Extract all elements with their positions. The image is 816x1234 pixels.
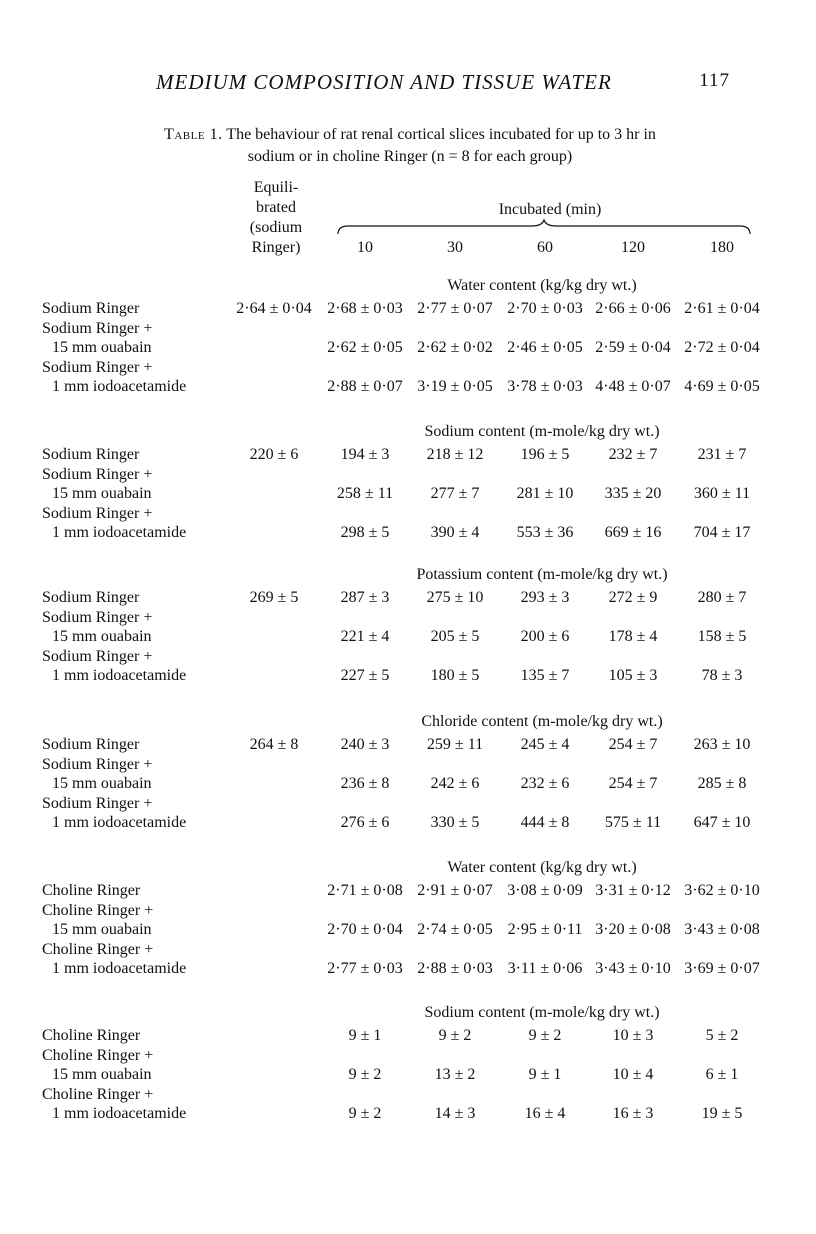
row-label: Choline Ringer + bbox=[42, 940, 154, 958]
table-cell: 2·62 ± 0·05 bbox=[327, 339, 403, 356]
row-label: Sodium Ringer + bbox=[42, 358, 153, 376]
table-cell: 669 ± 16 bbox=[604, 524, 662, 541]
table-cell: 221 ± 4 bbox=[340, 628, 390, 645]
table-cell: 4·69 ± 0·05 bbox=[684, 378, 760, 395]
row-label: Sodium Ringer + bbox=[42, 608, 153, 626]
table-cell: 553 ± 36 bbox=[516, 524, 574, 541]
table-cell: 9 ± 1 bbox=[348, 1027, 382, 1044]
table-cell: 276 ± 6 bbox=[340, 814, 390, 831]
table-label: Table 1. bbox=[164, 126, 223, 143]
row-label: 15 mm ouabain bbox=[52, 339, 152, 356]
caption-line-1: The behaviour of rat renal cortical slices incubated for up to 3 hr in bbox=[226, 126, 656, 143]
table-cell: 280 ± 7 bbox=[697, 589, 747, 606]
time-column-header: 60 bbox=[537, 239, 553, 256]
row-label: Sodium Ringer + bbox=[42, 465, 153, 483]
row-label: Sodium Ringer bbox=[42, 589, 140, 606]
table-cell: 16 ± 3 bbox=[612, 1105, 654, 1122]
table-cell: 575 ± 11 bbox=[604, 814, 662, 831]
table-cell: 236 ± 8 bbox=[340, 775, 390, 792]
table-cell: 2·77 ± 0·07 bbox=[417, 300, 493, 317]
table-cell: 3·11 ± 0·06 bbox=[507, 960, 583, 977]
table-cell: 9 ± 2 bbox=[348, 1105, 382, 1122]
table-cell: 232 ± 6 bbox=[520, 775, 570, 792]
row-label: Sodium Ringer + bbox=[42, 319, 153, 337]
equil-header-line: Ringer) bbox=[251, 239, 301, 256]
table-cell: 2·66 ± 0·06 bbox=[595, 300, 671, 317]
row-label: Choline Ringer + bbox=[42, 901, 154, 919]
table-caption bbox=[70, 124, 750, 168]
table-cell: 2·59 ± 0·04 bbox=[595, 339, 671, 356]
section-title: Potassium content (m-mole/kg dry wt.) bbox=[416, 566, 668, 583]
table-cell: 2·70 ± 0·03 bbox=[507, 300, 583, 317]
table-cell: 254 ± 7 bbox=[608, 775, 658, 792]
equil-header-line: Equili- bbox=[253, 179, 299, 196]
row-label: Sodium Ringer + bbox=[42, 794, 153, 812]
table-cell: 242 ± 6 bbox=[430, 775, 480, 792]
table-cell: 275 ± 10 bbox=[426, 589, 484, 606]
table-cell: 2·68 ± 0·03 bbox=[327, 300, 403, 317]
table-cell: 3·78 ± 0·03 bbox=[507, 378, 583, 395]
row-label: 15 mm ouabain bbox=[52, 485, 152, 502]
section-title: Chloride content (m-mole/kg dry wt.) bbox=[421, 713, 663, 730]
section-title: Water content (kg/kg dry wt.) bbox=[447, 859, 637, 876]
table-cell: 13 ± 2 bbox=[434, 1066, 476, 1083]
table-cell: 2·88 ± 0·03 bbox=[417, 960, 493, 977]
table-cell: 135 ± 7 bbox=[520, 667, 570, 684]
time-column-header: 120 bbox=[621, 239, 645, 256]
table-cell: 158 ± 5 bbox=[697, 628, 747, 645]
row-label: 15 mm ouabain bbox=[52, 628, 152, 645]
table-cell: 3·08 ± 0·09 bbox=[507, 882, 583, 899]
row-label: Sodium Ringer bbox=[42, 300, 140, 317]
table-cell: 263 ± 10 bbox=[693, 736, 751, 753]
table-cell: 9 ± 2 bbox=[348, 1066, 382, 1083]
table-cell: 2·62 ± 0·02 bbox=[417, 339, 493, 356]
table-cell: 259 ± 11 bbox=[426, 736, 484, 753]
time-column-header: 180 bbox=[710, 239, 734, 256]
table-cell: 3·43 ± 0·08 bbox=[684, 921, 760, 938]
table-cell: 647 ± 10 bbox=[693, 814, 751, 831]
row-label: Sodium Ringer bbox=[42, 446, 140, 463]
table-cell: 200 ± 6 bbox=[520, 628, 570, 645]
row-label: Choline Ringer + bbox=[42, 1046, 154, 1064]
table-cell: 180 ± 5 bbox=[430, 667, 480, 684]
row-label: Choline Ringer bbox=[42, 882, 141, 899]
section-title: Water content (kg/kg dry wt.) bbox=[447, 277, 637, 294]
table-cell: 3·31 ± 0·12 bbox=[595, 882, 671, 899]
table-cell: 254 ± 7 bbox=[608, 736, 658, 753]
table-cell: 9 ± 1 bbox=[528, 1066, 562, 1083]
table-cell: 9 ± 2 bbox=[438, 1027, 472, 1044]
table-cell: 78 ± 3 bbox=[701, 667, 743, 684]
table-cell: 194 ± 3 bbox=[340, 446, 390, 463]
table-cell: 3·69 ± 0·07 bbox=[684, 960, 760, 977]
equil-header-line: (sodium bbox=[249, 219, 303, 236]
row-label: Sodium Ringer bbox=[42, 736, 140, 753]
table-cell: 245 ± 4 bbox=[520, 736, 570, 753]
row-label: 1 mm iodoacetamide bbox=[52, 1105, 187, 1122]
table-cell: 2·61 ± 0·04 bbox=[684, 300, 760, 317]
table-cell: 3·62 ± 0·10 bbox=[684, 882, 760, 899]
table-cell: 2·91 ± 0·07 bbox=[417, 882, 493, 899]
equilibrated-cell: 264 ± 8 bbox=[249, 736, 299, 753]
table-cell: 105 ± 3 bbox=[608, 667, 658, 684]
time-column-header: 30 bbox=[447, 239, 463, 256]
table-cell: 390 ± 4 bbox=[430, 524, 480, 541]
table-cell: 335 ± 20 bbox=[604, 485, 662, 502]
table-cell: 2·72 ± 0·04 bbox=[684, 339, 760, 356]
row-label: Choline Ringer + bbox=[42, 1085, 154, 1103]
table-cell: 19 ± 5 bbox=[701, 1105, 743, 1122]
section-title: Sodium content (m-mole/kg dry wt.) bbox=[424, 1004, 660, 1021]
table-cell: 285 ± 8 bbox=[697, 775, 747, 792]
table-cell: 298 ± 5 bbox=[340, 524, 390, 541]
table-cell: 293 ± 3 bbox=[520, 589, 570, 606]
table-cell: 16 ± 4 bbox=[524, 1105, 566, 1122]
row-label: 1 mm iodoacetamide bbox=[52, 814, 187, 831]
row-label: 1 mm iodoacetamide bbox=[52, 960, 187, 977]
table-cell: 287 ± 3 bbox=[340, 589, 390, 606]
equilibrated-cell: 220 ± 6 bbox=[249, 446, 299, 463]
table-cell: 231 ± 7 bbox=[697, 446, 747, 463]
table-cell: 218 ± 12 bbox=[426, 446, 484, 463]
table-cell: 258 ± 11 bbox=[336, 485, 394, 502]
row-label: 15 mm ouabain bbox=[52, 775, 152, 792]
table-cell: 227 ± 5 bbox=[340, 667, 390, 684]
caption-line-2: sodium or in choline Ringer (n = 8 for each group) bbox=[247, 148, 573, 165]
table-cell: 196 ± 5 bbox=[520, 446, 570, 463]
table-cell: 2·70 ± 0·04 bbox=[327, 921, 403, 938]
row-label: 1 mm iodoacetamide bbox=[52, 378, 187, 395]
table-cell: 3·43 ± 0·10 bbox=[595, 960, 671, 977]
table-cell: 10 ± 4 bbox=[612, 1066, 654, 1083]
table-cell: 3·20 ± 0·08 bbox=[595, 921, 671, 938]
running-head bbox=[156, 70, 736, 100]
table-cell: 5 ± 2 bbox=[705, 1027, 739, 1044]
table-cell: 2·74 ± 0·05 bbox=[417, 921, 493, 938]
equilibrated-column-header bbox=[226, 178, 326, 258]
incubated-header: Incubated (min) bbox=[498, 201, 602, 218]
table-cell: 704 ± 17 bbox=[693, 524, 751, 541]
row-label: 15 mm ouabain bbox=[52, 921, 152, 938]
equil-header-line: brated bbox=[256, 199, 296, 216]
table-cell: 2·77 ± 0·03 bbox=[327, 960, 403, 977]
table-cell: 330 ± 5 bbox=[430, 814, 480, 831]
row-label: Sodium Ringer + bbox=[42, 504, 153, 522]
row-label: Sodium Ringer + bbox=[42, 647, 153, 665]
table-cell: 4·48 ± 0·07 bbox=[595, 378, 671, 395]
time-column-header: 10 bbox=[357, 239, 373, 256]
row-label: 15 mm ouabain bbox=[52, 1066, 152, 1083]
table-cell: 277 ± 7 bbox=[430, 485, 480, 502]
table-cell: 14 ± 3 bbox=[434, 1105, 476, 1122]
row-label: 1 mm iodoacetamide bbox=[52, 524, 187, 541]
table-cell: 444 ± 8 bbox=[520, 814, 570, 831]
running-head-title: MEDIUM COMPOSITION AND TISSUE WATER bbox=[156, 70, 612, 94]
table-cell: 6 ± 1 bbox=[705, 1066, 739, 1083]
table-cell: 9 ± 2 bbox=[528, 1027, 562, 1044]
table-cell: 240 ± 3 bbox=[340, 736, 390, 753]
table-cell: 2·88 ± 0·07 bbox=[327, 378, 403, 395]
row-label: 1 mm iodoacetamide bbox=[52, 667, 187, 684]
table-cell: 2·46 ± 0·05 bbox=[507, 339, 583, 356]
table-cell: 281 ± 10 bbox=[516, 485, 574, 502]
table-cell: 272 ± 9 bbox=[608, 589, 658, 606]
row-label: Sodium Ringer + bbox=[42, 755, 153, 773]
table-cell: 178 ± 4 bbox=[608, 628, 658, 645]
table-cell: 205 ± 5 bbox=[430, 628, 480, 645]
incubated-brace bbox=[336, 218, 752, 238]
table-cell: 2·71 ± 0·08 bbox=[327, 882, 403, 899]
table-cell: 10 ± 3 bbox=[612, 1027, 654, 1044]
table-cell: 3·19 ± 0·05 bbox=[417, 378, 493, 395]
section-title: Sodium content (m-mole/kg dry wt.) bbox=[424, 423, 660, 440]
equilibrated-cell: 2·64 ± 0·04 bbox=[236, 300, 312, 317]
page-number: 117 bbox=[699, 70, 730, 91]
row-label: Choline Ringer bbox=[42, 1027, 141, 1044]
table-cell: 232 ± 7 bbox=[608, 446, 658, 463]
table-cell: 360 ± 11 bbox=[693, 485, 751, 502]
table-cell: 2·95 ± 0·11 bbox=[507, 921, 583, 938]
equilibrated-cell: 269 ± 5 bbox=[249, 589, 299, 606]
